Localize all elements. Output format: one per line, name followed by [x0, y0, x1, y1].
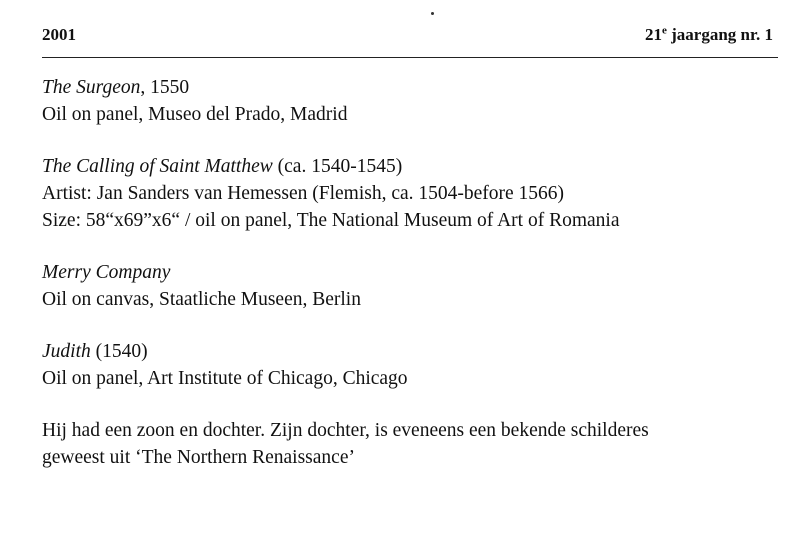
artwork-title-line: [42, 153, 787, 180]
artwork-title-line: [42, 74, 787, 101]
header-rule: [42, 57, 778, 58]
artwork-title: Judith: [42, 341, 91, 362]
artwork-entry-surgeon: [42, 74, 787, 128]
artwork-title: The Calling of Saint Matthew: [42, 156, 273, 177]
header-issue: [645, 24, 773, 46]
artwork-entry-merry-company: [42, 259, 787, 313]
header-issue-suffix: e: [662, 24, 667, 37]
artwork-title-line: [42, 338, 787, 365]
page-header: [42, 24, 773, 46]
closing-paragraph: [42, 417, 787, 471]
header-year: 2001: [42, 25, 76, 44]
artwork-detail: Oil on panel, Museo del Prado, Madrid: [42, 104, 348, 125]
closing-line: geweest uit ‘The Northern Renaissance’: [42, 447, 355, 468]
artwork-title-suffix: (ca. 1540-1545): [272, 156, 403, 177]
artwork-title: The Surgeon: [42, 77, 141, 98]
scan-speck: [431, 12, 434, 15]
artwork-title-suffix: (1540): [90, 341, 148, 362]
artwork-title: Merry Company: [42, 262, 171, 283]
artwork-detail: Oil on canvas, Staatliche Museen, Berlin: [42, 289, 361, 310]
artwork-title-line: [42, 259, 787, 286]
artwork-detail: Size: 58“x69”x6“ / oil on panel, The National Museum of Art of Romania: [42, 210, 620, 231]
artwork-entry-calling: [42, 153, 787, 234]
header-issue-rest: jaargang nr. 1: [666, 25, 773, 44]
artwork-detail: Oil on panel, Art Institute of Chicago, Chicago: [42, 368, 408, 389]
artwork-title-suffix: , 1550: [140, 77, 190, 98]
artwork-entry-judith: [42, 338, 787, 392]
page-content: [42, 74, 787, 471]
closing-line: Hij had een zoon en dochter. Zijn dochter, is eveneens een bekende schilderes: [42, 420, 649, 441]
artwork-detail: Artist: Jan Sanders van Hemessen (Flemish, ca. 1504-before 1566): [42, 183, 565, 204]
header-issue-number: 21: [645, 25, 662, 44]
